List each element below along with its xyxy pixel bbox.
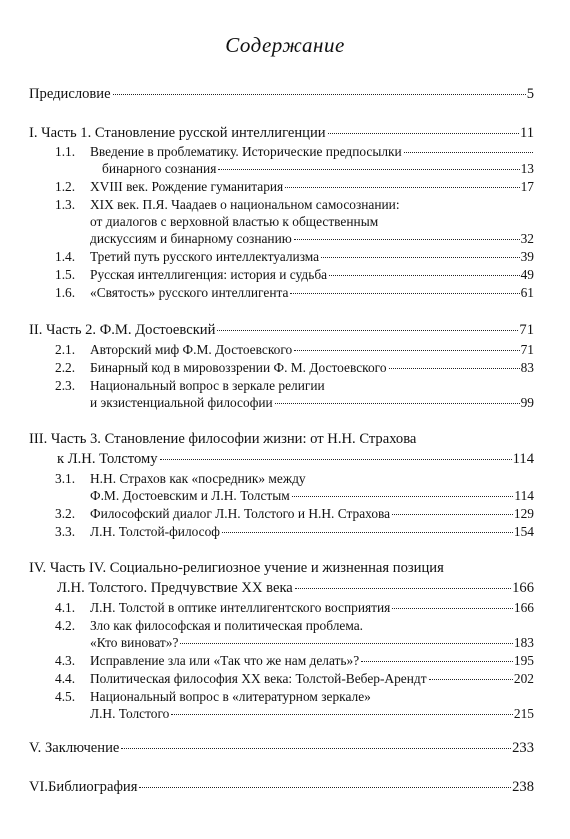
toc-part-2[interactable] [29, 322, 534, 339]
page-number: 129 [513, 506, 534, 521]
page-number: 114 [514, 488, 534, 503]
leader-dots [361, 661, 513, 662]
leader-dots [392, 608, 513, 609]
leader-dots [292, 496, 514, 497]
toc-entry-label: Авторский миф Ф.М. Достоевского [90, 342, 293, 357]
toc-entry-label: Русская интеллигенция: история и судьба [90, 267, 328, 282]
toc-part-5[interactable] [29, 740, 534, 757]
toc-section-4-2[interactable] [90, 635, 534, 651]
toc-entry-label: Исправление зла или «Так что же нам делать»? [90, 653, 360, 668]
toc-entry-label: Л.Н. Толстого. Предчувствие ХХ века [57, 580, 293, 596]
toc-entry-label: III. Часть 3. Становление философии жизни: от Н.Н. Страхова [29, 431, 417, 447]
toc-part-4-line1[interactable] [29, 560, 534, 577]
toc-section-2-3[interactable] [90, 395, 534, 411]
toc-entry-label: Н.Н. Страхов как «посредник» между [90, 471, 306, 486]
section-number: 1.4. [55, 249, 76, 264]
toc-section-4-1[interactable] [90, 600, 534, 616]
toc-section-1-4[interactable] [90, 249, 534, 265]
toc-entry-label: Ф.М. Достоевским и Л.Н. Толстым [90, 488, 290, 503]
section-number: 3.3. [55, 524, 76, 539]
page-number: 166 [512, 580, 534, 596]
toc-section-3-1-line1[interactable] [90, 471, 534, 487]
page-number: 166 [513, 600, 534, 615]
page-number: 71 [520, 342, 534, 357]
toc-entry-label: Предисловие [29, 86, 111, 102]
page-number: 61 [520, 285, 534, 300]
toc-entry-label: Национальный вопрос в зеркале религии [90, 378, 325, 393]
toc-entry-label: Л.Н. Толстого [90, 706, 170, 721]
leader-dots [404, 152, 533, 153]
toc-section-1-2[interactable] [90, 179, 534, 195]
toc-entry-label: IV. Часть IV. Социально-религиозное учение и жизненная позиция [29, 560, 444, 576]
leader-dots [139, 787, 511, 788]
toc-entry-label: «Святость» русского интеллигента [90, 285, 289, 300]
section-number: 3.2. [55, 506, 76, 521]
section-number: 1.1. [55, 144, 76, 159]
toc-entry-label: V. Заключение [29, 740, 120, 756]
toc-section-4-3[interactable] [90, 653, 534, 669]
leader-dots [218, 169, 519, 170]
section-number: 4.5. [55, 689, 76, 704]
page-title: Содержание [225, 33, 345, 57]
leader-dots [222, 532, 513, 533]
page-number: 195 [513, 653, 534, 668]
toc-section-3-2[interactable] [90, 506, 534, 522]
toc-section-2-1[interactable] [90, 342, 534, 358]
section-number: 4.3. [55, 653, 76, 668]
toc-entry-label: XIX век. П.Я. Чаадаев о национальном самосознании: [90, 197, 400, 212]
section-number: 4.4. [55, 671, 76, 686]
page-number: 83 [520, 360, 534, 375]
leader-dots [113, 94, 526, 95]
toc-entry-label: Бинарный код в мировоззрении Ф. М. Достоевского [90, 360, 387, 375]
section-number: 4.2. [55, 618, 76, 633]
toc-section-4-2-line1[interactable] [90, 618, 534, 634]
toc-section-1-3-line1[interactable] [90, 197, 534, 213]
page-number: 238 [512, 779, 534, 795]
toc-section-1-6[interactable] [90, 285, 534, 301]
section-number: 1.3. [55, 197, 76, 212]
leader-dots [429, 679, 513, 680]
section-number: 3.1. [55, 471, 76, 486]
toc-section-3-3[interactable] [90, 524, 534, 540]
leader-dots [389, 368, 520, 369]
page-number: 114 [512, 451, 534, 467]
leader-dots [294, 350, 519, 351]
toc-entry-label: бинарного сознания [102, 161, 217, 176]
leader-dots [180, 643, 512, 644]
leader-dots [290, 293, 519, 294]
toc-section-4-5-line1[interactable] [90, 689, 534, 705]
toc-entry-label: от диалогов с верховной властью к общественным [90, 214, 379, 229]
toc-section-1-3-line2[interactable] [90, 214, 534, 230]
toc-part-4[interactable] [57, 580, 534, 597]
toc-entry-label: Политическая философия ХХ века: Толстой-Вебер-Арендт [90, 671, 427, 686]
toc-part-3-line1[interactable] [29, 431, 534, 448]
toc-entry-label: Введение в проблематику. Исторические предпосылки [90, 144, 402, 159]
section-number: 1.6. [55, 285, 76, 300]
toc-entry-label: Л.Н. Толстой-философ [90, 524, 220, 539]
section-number: 1.5. [55, 267, 76, 282]
toc-section-2-2[interactable] [90, 360, 534, 376]
page-number: 32 [520, 231, 534, 246]
leader-dots [160, 459, 512, 460]
page-number: 154 [513, 524, 534, 539]
leader-dots [275, 403, 520, 404]
toc-entry-label: XVIII век. Рождение гуманитария [90, 179, 284, 194]
page-number: 5 [526, 86, 534, 102]
toc-section-2-3-line1[interactable] [90, 378, 534, 394]
page-number: 11 [519, 125, 534, 141]
page-number: 183 [513, 635, 534, 650]
section-number: 2.1. [55, 342, 76, 357]
toc-entry-label: Зло как философская и политическая проблема. [90, 618, 364, 633]
toc-entry-preface[interactable] [29, 86, 534, 103]
toc-entry-label: Третий путь русского интеллектуализма [90, 249, 320, 264]
toc-entry-label: Национальный вопрос в «литературном зеркале» [90, 689, 371, 704]
section-number: 2.3. [55, 378, 76, 393]
toc-part-6[interactable] [29, 779, 534, 796]
section-number: 2.2. [55, 360, 76, 375]
page-number: 202 [513, 671, 534, 686]
leader-dots [295, 588, 511, 589]
page-number: 17 [520, 179, 534, 194]
toc-section-3-1[interactable] [90, 488, 534, 504]
toc-section-4-4[interactable] [90, 671, 534, 687]
page-number: 99 [520, 395, 534, 410]
toc-entry-label: и экзистенциальной философии [90, 395, 273, 410]
page-number: 13 [520, 161, 534, 176]
leader-dots [329, 275, 520, 276]
section-number: 1.2. [55, 179, 76, 194]
leader-dots [285, 187, 519, 188]
toc-part-3[interactable] [57, 451, 534, 468]
toc-section-4-5[interactable] [90, 706, 534, 722]
leader-dots [217, 330, 518, 331]
toc-entry-label: Философский диалог Л.Н. Толстого и Н.Н. Страхова [90, 506, 391, 521]
toc-section-1-1[interactable] [102, 161, 534, 177]
toc-section-1-5[interactable] [90, 267, 534, 283]
page-number: 233 [512, 740, 534, 756]
section-number: 4.1. [55, 600, 76, 615]
toc-entry-label: II. Часть 2. Ф.М. Достоевский [29, 322, 216, 338]
toc-entry-label: к Л.Н. Толстому [57, 451, 158, 467]
leader-dots [392, 514, 513, 515]
toc-entry-label: дискуссиям и бинарному сознанию [90, 231, 292, 246]
page-number: 39 [520, 249, 534, 264]
page-number: 49 [520, 267, 534, 282]
toc-entry-label: I. Часть 1. Становление русской интеллигенции [29, 125, 326, 141]
toc-entry-label: Л.Н. Толстой в оптике интеллигентского восприятия [90, 600, 391, 615]
leader-dots [121, 748, 511, 749]
leader-dots [328, 133, 519, 134]
toc-section-1-1-line1[interactable] [90, 144, 534, 160]
toc-section-1-3[interactable] [90, 231, 534, 247]
toc-entry-label: VI.Библиография [29, 779, 138, 795]
page-number: 215 [513, 706, 534, 721]
page-number: 71 [519, 322, 534, 338]
toc-part-1[interactable] [29, 125, 534, 142]
leader-dots [294, 239, 520, 240]
leader-dots [171, 714, 513, 715]
leader-dots [321, 257, 519, 258]
toc-entry-label: «Кто виноват»? [90, 635, 179, 650]
